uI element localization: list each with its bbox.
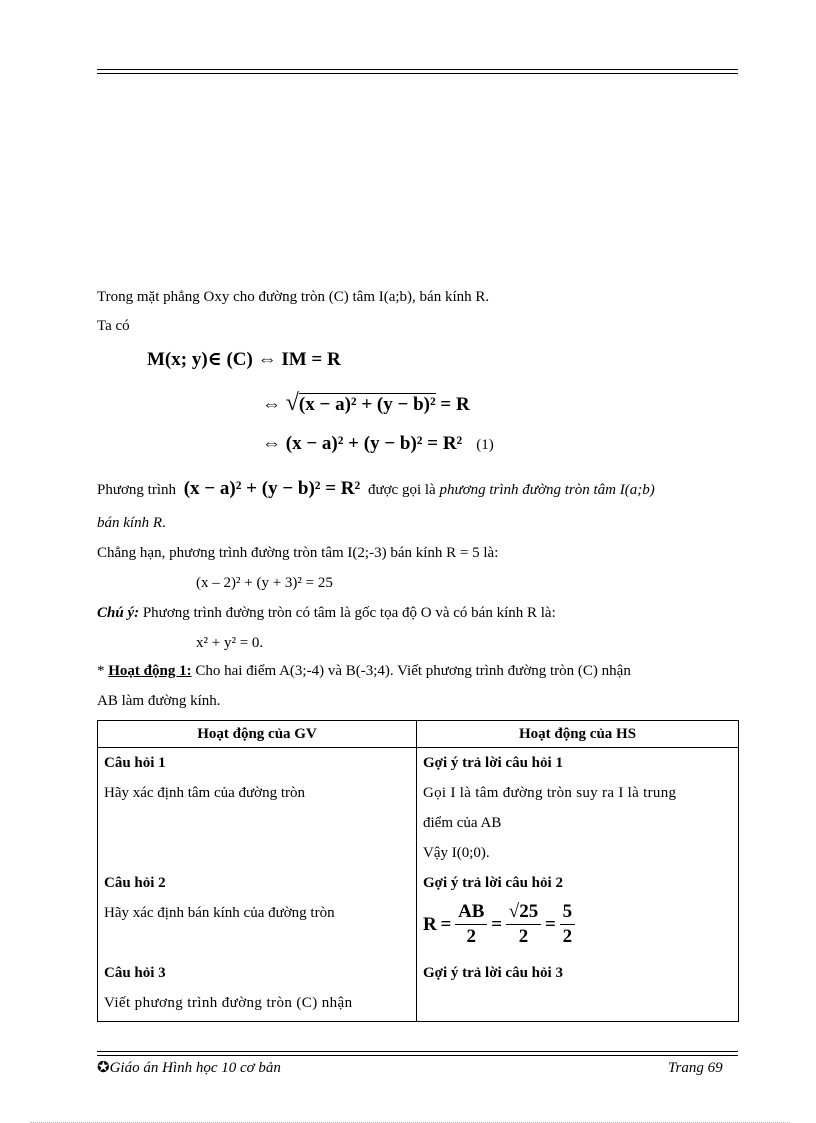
sqrt-sign: √ (285, 390, 299, 416)
phuong-trinh-label: Phương trình (97, 482, 176, 498)
math-row-2-root: (x − a)² + (y − b)² (298, 394, 436, 415)
equation-number: (1) (476, 437, 494, 453)
footer-rule-bottom (97, 1055, 738, 1056)
intro-line-1: Trong mặt phẳng Oxy cho đường tròn (C) tâm I(a;b), bán kính R. (97, 289, 490, 305)
definition-line (97, 477, 655, 502)
gv-column (98, 748, 417, 1022)
definition-cont (97, 513, 166, 533)
note-label: Chú ý: (97, 605, 140, 621)
header-rule-bottom (97, 73, 738, 74)
table-header-row (98, 721, 739, 748)
duoc-goi-la: được gọi là (367, 482, 436, 498)
q2-text: Hãy xác định bán kính của đường tròn (104, 905, 335, 921)
activity-star: * (97, 663, 109, 679)
note-text: Phương trình đường tròn có tâm là gốc tọa độ O và có bán kính R là: (142, 605, 556, 621)
a1-line-1: Gọi I là tâm đường tròn suy ra I là trung (423, 785, 677, 801)
example-intro: Chẳng hạn, phương trình đường tròn tâm I(2;-3) bán kính R = 5 là: (97, 545, 499, 561)
a2-title: Gợi ý trả lời câu hỏi 2 (423, 875, 563, 891)
table-row (98, 748, 739, 1022)
math-row-2-prefix: ⇔ (262, 394, 286, 415)
hs-column (417, 748, 739, 1022)
fraction-root25-over-2: $\frac{√25}{2}$ (506, 900, 541, 949)
equals-2: = (491, 913, 503, 935)
a1-title: Gợi ý trả lời câu hỏi 1 (423, 755, 563, 771)
a3-title: Gợi ý trả lời câu hỏi 3 (423, 965, 563, 981)
activity-text: Cho hai điểm A(3;-4) và B(-3;4). Viết phương trình đường tròn (C) nhận (195, 663, 631, 679)
math-row-2-suffix: = R (435, 394, 470, 415)
activity-line (97, 661, 738, 681)
fraction-ab-over-2: $\frac{AB}{2}$ (455, 900, 487, 949)
radius-symbol: R (423, 913, 437, 935)
math-row-3-eq: ⇔ (x − a)² + (y − b)² = R² (262, 433, 463, 454)
inline-equation: (x − a)² + (y − b)² = R² (183, 478, 361, 499)
intro-line-2: Ta có (97, 318, 130, 334)
footer-title-text: Giáo án Hình học 10 cơ bản (109, 1060, 281, 1076)
definition-term: phương trình đường tròn tâm I(a;b) (439, 482, 655, 498)
a2-formula (417, 898, 738, 958)
note-equation: x² + y² = 0. (196, 635, 264, 651)
activity-cont: AB làm đường kính. (97, 693, 221, 709)
math-row-1: M(x; y)∈ (C) ⇔ IM = R (147, 349, 341, 370)
fraction-5-over-2: $\frac{5}{2}$ (560, 900, 576, 949)
q3-title: Câu hỏi 3 (104, 965, 166, 981)
footer-page: Trang 69 (668, 1060, 723, 1076)
header-gv: Hoạt động của GV (98, 721, 417, 748)
q1-title: Câu hỏi 1 (104, 755, 166, 771)
clover-icon: ✪ (97, 1060, 110, 1076)
definition-cont-term: bán kính R (97, 515, 162, 531)
q2-title: Câu hỏi 2 (104, 875, 166, 891)
q1-text: Hãy xác định tâm của đường tròn (104, 785, 306, 801)
equals-1: = (440, 913, 452, 935)
math-row-3 (262, 433, 494, 455)
note-line (97, 603, 556, 623)
activity-table (97, 720, 739, 1022)
a1-line-2: điểm của AB (423, 815, 502, 831)
q3-text: Viết phương trình đường tròn (C) nhận (104, 995, 353, 1011)
math-row-2 (262, 390, 470, 417)
header-hs: Hoạt động của HS (417, 721, 739, 748)
a1-line-3: Vậy I(0;0). (423, 845, 490, 861)
equals-3: = (544, 913, 556, 935)
header-rule-top (97, 69, 738, 70)
example-equation: (x – 2)² + (y + 3)² = 25 (196, 575, 333, 591)
activity-label: Hoạt động 1: (108, 663, 192, 679)
definition-end: . (162, 515, 166, 531)
footer-rule-top (97, 1051, 738, 1052)
footer-title (97, 1058, 281, 1078)
